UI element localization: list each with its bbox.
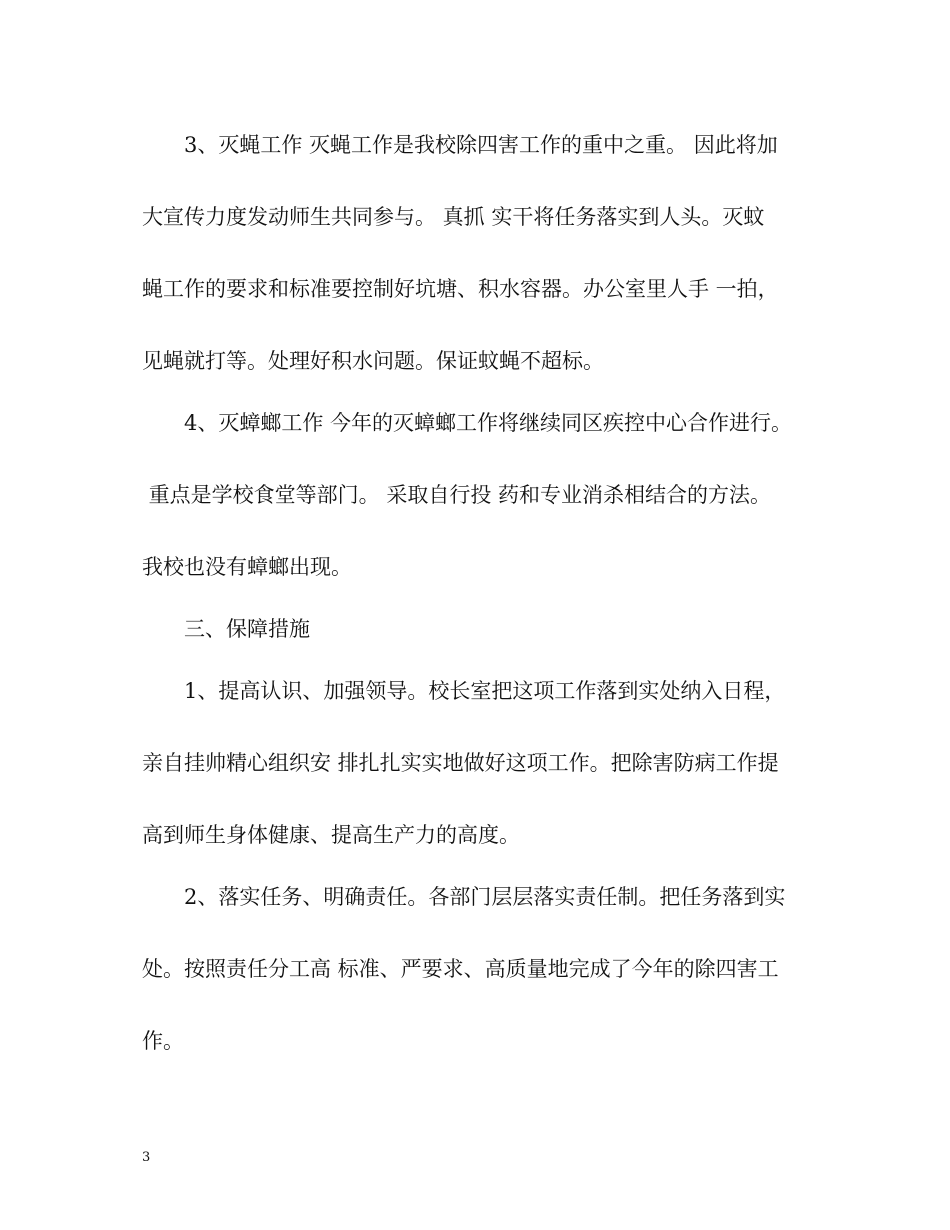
text-line: 处。按照责任分工高 标准、严要求、高质量地完成了今年的除四害工 xyxy=(142,957,779,981)
text-line: 重点是学校食堂等部门。 采取自行投 药和专业消杀相结合的方法。 xyxy=(142,483,772,507)
text-line: 我校也没有蟑螂出现。 xyxy=(142,555,352,579)
text-line: 大宣传力度发动师生共同参与。 真抓 实干将任务落实到人头。灭蚊 xyxy=(142,205,765,229)
text-line: 2、落实任务、明确责任。各部门层层落实责任制。把任务落到实 xyxy=(142,885,786,909)
text-line: 蝇工作的要求和标准要控制好坑塘、积水容器。办公室里人手 一拍， xyxy=(142,277,779,301)
text-line: 高到师生身体健康、提高生产力的高度。 xyxy=(142,823,520,847)
text-line: 3、灭蝇工作 灭蝇工作是我校除四害工作的重中之重。 因此将加 xyxy=(142,133,778,157)
text-line: 1、提高认识、加强领导。校长室把这项工作落到实处纳入日程， xyxy=(142,679,786,703)
section-heading: 三、保障措施 xyxy=(142,617,310,641)
text-line: 亲自挂帅精心组织安 排扎扎实实地做好这项工作。把除害防病工作提 xyxy=(142,751,779,775)
text-line: 作。 xyxy=(142,1029,184,1053)
text-line: 4、灭蟑螂工作 今年的灭蟑螂工作将继续同区疾控中心合作进行。 xyxy=(142,411,793,435)
page-number: 3 xyxy=(142,1150,151,1165)
text-line: 见蝇就打等。处理好积水问题。保证蚊蝇不超标。 xyxy=(142,349,604,373)
